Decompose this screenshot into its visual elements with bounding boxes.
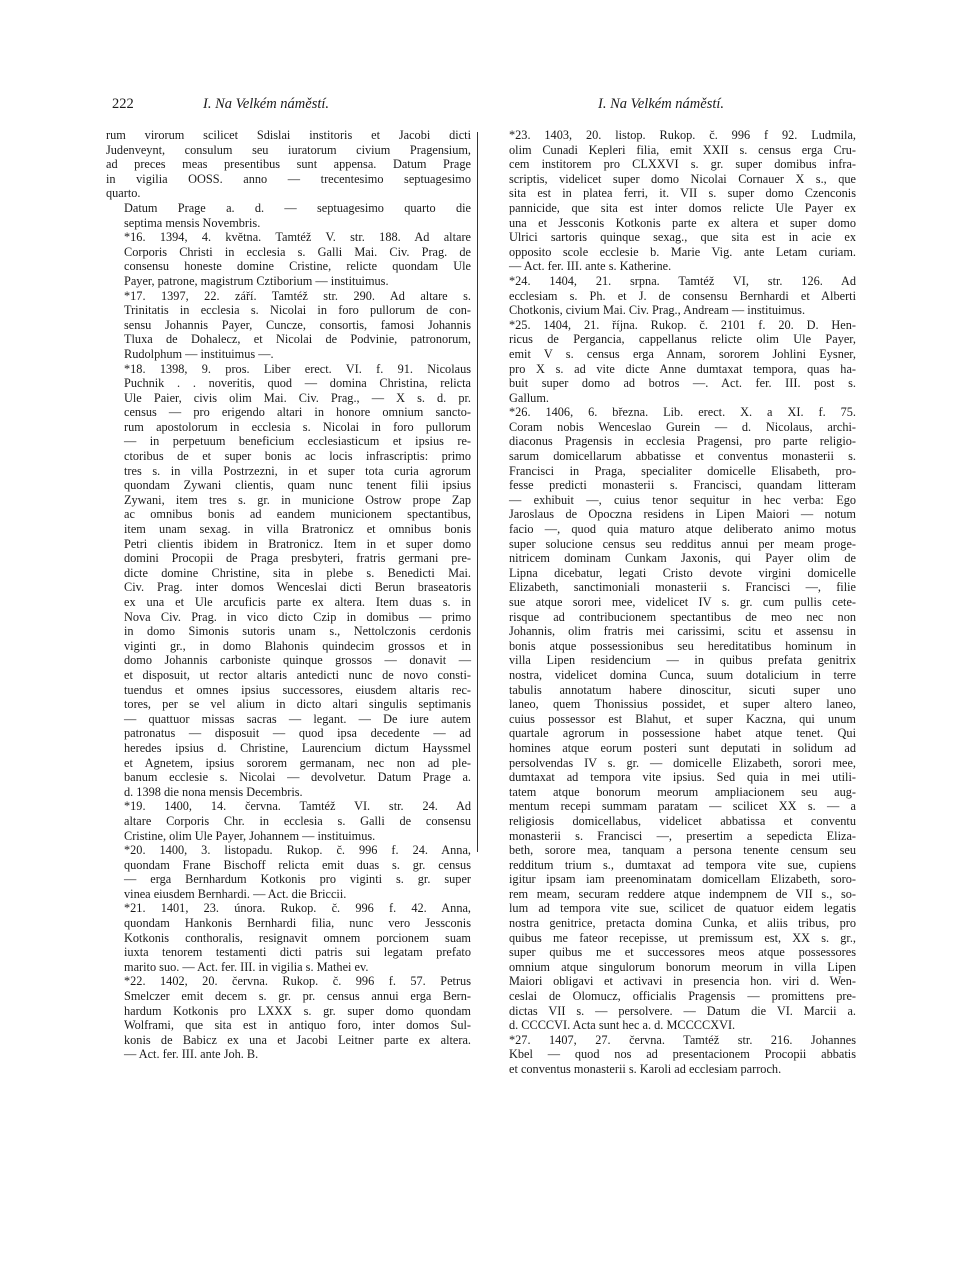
text-line: Johannis, olim fratris mei carissimi, scitu et assensu in [509, 624, 856, 639]
text-line: *26. 1406, 6. března. Lib. erect. X. a XI. f. 75. [509, 405, 856, 420]
text-line: ex una et Ule arcuficis parte ex altera. Item duas s. in [124, 595, 471, 609]
text-line: cem institorem pro CLXXVI s. gr. super domibus infra- [509, 157, 856, 172]
text-line: banum ecclesie s. Nicolai — devolvetur. Datum Prage a. [124, 770, 471, 785]
text-line: sue atque sorori mee, videlicet IV s. gr. cum pullis cete- [509, 595, 856, 609]
text-line: fesse predicti monasterii s. Francisci, quandam litteram [509, 478, 856, 493]
text-line: tabulis annotatum habere dinoscitur, sicuti super uno [509, 682, 856, 697]
text-line: Civ. Prag. inter domos Wenceslai dicti Berun braseatoris [124, 580, 471, 595]
text-line: Payer, patrone, magistrum Cztiborium — instituimus. [124, 273, 389, 288]
text-line: septima mensis Novembris. [124, 215, 261, 230]
text-line: nostra genitrice, pretacta domina Cunka, et aliis tribus, pro [509, 916, 856, 931]
text-line: laneo, quem Thonissius possidet, et super altero laneo, [509, 697, 856, 712]
text-line: patronatus — disposuit — quod ipsa decedente — ad [124, 726, 471, 741]
text-line: homines atque eorum posteri sunt deputati in solidum ad [509, 740, 856, 755]
text-line: Tluxa de Dohalecz, et Nicolai de Podvinie, patronorum, [124, 332, 471, 347]
text-line: super quibus me et successores meos atque possessores [509, 945, 856, 960]
text-line: census — pro erigendo altari in honore omnium sancto- [124, 405, 471, 420]
text-line: opposito scole ecclesie b. Marie Vig. ante Letam curiam. [509, 244, 856, 259]
text-line: tuendus et omnes ipsius successores, eiusdem altaris rec- [124, 682, 471, 697]
text-line: Nova Civ. Prag. in vico dicto Czip in domibus — primo [124, 609, 471, 624]
text-line: *20. 1400, 3. listopadu. Rukop. č. 996 f. 24. Anna, [124, 843, 471, 858]
text-line: *18. 1398, 9. pros. Liber erect. VI. f. 91. Nicolaus [124, 361, 471, 376]
text-line: dumtaxat ad tempora vite ipsius. Sed quia in mei utili- [509, 770, 856, 785]
text-line: Trinitatis in ecclesia s. Nicolai in foro pullorum de con- [124, 303, 471, 318]
text-line: viginti gr., in domo Blahonis quindecim grossos et in [124, 638, 471, 653]
text-line: super solucione census seu redditus annui per meam proge- [509, 536, 856, 551]
text-line: altare Corporis Chr. in ecclesia s. Galli de consensu [124, 813, 471, 828]
paragraph [491, 318, 856, 406]
text-line: iuxta tenorem testamenti dicti patris sui legatam prefato [124, 945, 471, 960]
text-line: tores, per se vel alium in dicto altari singulis septimanis [124, 697, 471, 712]
column-divider [477, 132, 478, 852]
text-line: rum apostolorum in ecclesia s. Nicolai in foro pullorum [124, 419, 471, 434]
text-line: — quattuor missas sacras — legant. — De iure autem [124, 711, 471, 726]
text-line: sensu Johannis Payer, Cuncze, consortis, famosi Johannis [124, 317, 471, 332]
paragraph [106, 974, 471, 1062]
paragraph [106, 128, 471, 201]
text-line: Maiori obligavi et activavi in presencia hon. viri d. Wen- [509, 974, 856, 989]
text-line: tatem atque bonorum meorum ampliacionem seu aug- [509, 784, 856, 799]
text-line: item unam sexag. in villa Bratronicz et omnibus bonis [124, 522, 471, 537]
text-line: Wolframi, que sita est in antiquo foro, inter domos Sul- [124, 1018, 471, 1033]
text-line: rum virorum scilicet Sdislai institoris et Jacobi dicti [106, 128, 471, 142]
text-line: quondam Hankonis Bernhardi filia, nunc vero Jessconis [124, 916, 471, 931]
text-line: Gallum. [509, 390, 549, 405]
text-line: *25. 1404, 21. října. Rukop. č. 2101 f. 20. D. Hen- [509, 317, 856, 332]
paragraph [491, 405, 856, 1033]
text-line: monasterii s. Francisci —, presertim a sepedicta Eliza- [509, 828, 856, 843]
text-line: dictas VII s. — persolvere. — Datum die VI. Marcii a. [509, 1003, 856, 1018]
text-line: et disposuit, ut rector altaris antedicti nunc de novo consti- [124, 667, 471, 682]
text-line: persolvendas IV s. gr. — domicelle Elizabeth, sorori mee, [509, 755, 856, 770]
text-line: quarto. [106, 186, 141, 201]
text-line: rem meam, securam reddere atque indempnem de VII s., so- [509, 886, 856, 901]
text-line: — erga Bernhardum Kotkonis pro viginti s. gr. super [124, 872, 471, 887]
text-line: *16. 1394, 4. května. Tamtéž V. str. 188. Ad altare [124, 230, 471, 245]
text-line: — Act. fer. III. ante Joh. B. [124, 1047, 259, 1062]
text-line: Chotkonis, civium Mai. Civ. Prag., Andream — instituimus. [509, 303, 806, 318]
text-line: in vigilia OOSS. anno — trecentesimo septuagesimo [106, 171, 471, 186]
text-line: Ule Paier, civis olim Mai. Civ. Prag., — X s. d. pr. [124, 390, 471, 405]
text-line: nitricem dominam Cunkam Jaxonis, qui Payer olim de [509, 551, 856, 566]
text-line: domini Procopii de Praga presbyteri, fratris germani pre- [124, 551, 471, 566]
text-line: Kotkonis conthoralis, resignavit omnem porcionem suam [124, 930, 471, 945]
text-line: Coram nobis Wenceslao Gurein — d. Nicolaus, archi- [509, 419, 856, 434]
text-line: domo Johannis carboniste quinque grossos — donavit — [124, 653, 471, 668]
text-line: *21. 1401, 23. února. Rukop. č. 996 f. 42. Anna, [124, 901, 471, 916]
text-line: mentum recepi summam paratam — scilicet XX s. — a [509, 799, 856, 814]
running-head-right: I. Na Velkém náměstí. [598, 96, 725, 112]
text-line: heredes ipsius d. Christine, Laurencium dictum Hayssmel [124, 740, 471, 755]
paragraph [106, 289, 471, 362]
text-line: diaconus Pragensis in ecclesia Pragensi, pro parte religio- [509, 434, 856, 449]
text-line: Francisci in Praga, specialiter domicelle Elisabeth, pro- [509, 463, 856, 478]
text-line: quondam Frane Bischoff relicta emit duas s. gr. census [124, 857, 471, 872]
text-line: Corporis Christi in ecclesia s. Galli Mai. Civ. Prag. de [124, 244, 471, 259]
text-line: Puchnik . . noveritis, quod — domina Christina, relicta [124, 376, 471, 391]
text-line: emit V s. census erga Annam, sororem Johlini Eysner, [509, 346, 856, 361]
text-line: d. CCCCVI. Acta sunt hec a. d. MCCCCXVI. [509, 1018, 736, 1033]
paragraph [106, 901, 471, 974]
left-text-column [106, 128, 471, 1062]
text-line: ecclesiam s. Ph. et J. de consensu Bernhardi et Alberti [509, 288, 856, 303]
text-line: Ulrici sartoris quinque sexag., que sita est in acie ex [509, 230, 856, 245]
paragraph [491, 274, 856, 318]
text-line: ceslai de Olomucz, officialis Pragensis — promittens pre- [509, 989, 856, 1004]
text-line: *17. 1397, 22. září. Tamtéž str. 290. Ad altare s. [124, 288, 471, 303]
text-line: risque ad contribucionem spectantibus de meo nec non [509, 609, 856, 624]
text-line: Smelczer emit decem s. gr. pr. census annui erga Bern- [124, 989, 471, 1004]
text-line: Jaroslaus de Opoczna residens in Lipen Maiori — notum [509, 507, 856, 522]
text-line: una et Jessconis Kotkonis parte ex altera et super domo [509, 215, 856, 230]
text-line: pannicide, que sita est inter domos relicte Ule Payer ex [509, 200, 856, 215]
text-line: quondam Zywani clientis, quam nunc tenent filii ipsius [124, 478, 471, 493]
text-line: beth, sorore mea, tanquam a persona tenente censum seu [509, 843, 856, 858]
text-line: dicte domine Christine, sita in plebe s. Benedicti Mai. [124, 565, 471, 580]
paragraph [106, 799, 471, 843]
text-line: igitur ipsam iam preenominatam domicellam Elizabeth, soro- [509, 872, 856, 887]
text-line: Lipna dicebatur, legati Cristo devote virgini domicelle [509, 565, 856, 580]
text-line: Rudolphum — instituimus —. [124, 346, 274, 361]
text-line: lum ad tempora vite sue, scilicet de quatuor eidem legatis [509, 901, 856, 916]
text-line: facio —, quod quia maturo atque deliberato animo motus [509, 522, 856, 537]
text-line: Elizabeth, sanctimoniali monasterii s. Francisci —, filie [509, 580, 856, 595]
text-line: marito suo. — Act. fer. III. in vigilia s. Mathei ev. [124, 959, 369, 974]
running-head-left: I. Na Velkém náměstí. [203, 96, 330, 112]
text-line: vinea eiusdem Bernhardi. — Act. die Briccii. [124, 886, 347, 901]
text-line: olim Cunadi Kepleri filia, emit XXII s. census erga Cru- [509, 142, 856, 157]
text-line: *23. 1403, 20. listop. Rukop. č. 996 f 92. Ludmila, [509, 128, 856, 142]
text-line: cuius possessor est Blahut, et super Kaczna, qui unum [509, 711, 856, 726]
text-line: konis de Babicz ex una et Jacobi Leitner parte ex altera. [124, 1032, 471, 1047]
text-line: redditum trium s., dumtaxat ad tempora vite sue, cupiens [509, 857, 856, 872]
paragraph [106, 230, 471, 288]
text-line: *19. 1400, 14. června. Tamtéž VI. str. 24. Ad [124, 799, 471, 814]
text-line: Petri clientis ibidem in Bratronicz. Item in et super domo [124, 536, 471, 551]
text-line: pro X s. ad vite dicte Anne dumtaxat tempora, quas ha- [509, 361, 856, 376]
text-line: ricus de Pergancia, cappellanus relicte olim Ule Payer, [509, 332, 856, 347]
text-line: — Act. fer. III. ante s. Katherine. [509, 259, 672, 274]
text-line: *22. 1402, 20. června. Rukop. č. 996 f. 57. Petrus [124, 974, 471, 989]
text-line: et Agnetem, ipsius sororem germanam, nec non ad ple- [124, 755, 471, 770]
paragraph [491, 1033, 856, 1077]
text-line: — exhibuit —, cuius tenor sequitur in hec verba: Ego [509, 492, 856, 507]
right-text-column [491, 128, 856, 1077]
text-line: *24. 1404, 21. srpna. Tamtéž VI, str. 126. Ad [509, 273, 856, 288]
text-line: sarum domicellarum abbatisse et conventus monasterii s. [509, 449, 856, 464]
text-line: sita est in platea ferri, it. VII s. super domo Czenconis [509, 186, 856, 201]
text-line: et conventus monasterii s. Karoli ad ecclesiam parroch. [509, 1062, 782, 1076]
page-number: 222 [112, 96, 134, 112]
paragraph [106, 843, 471, 901]
text-line: Zywani, item tres s. gr. in municione Ostrow prope Zap [124, 492, 471, 507]
text-line: consensu honeste domine Cristine, relicte quondam Ule [124, 259, 471, 274]
text-line: nostra, videlicet domina Cunca, suum dotalicium in terre [509, 667, 856, 682]
text-line: ad preces meas presentibus sunt appensa. Datum Prage [106, 157, 471, 172]
text-line: scriptis, videlicet super domo Nicolai Cornauer X s., que [509, 171, 856, 186]
text-line: buit super domo ad botros —. Act. fer. III. post s. [509, 376, 856, 391]
text-line: villa Lipen residencium — in quibus prefata genitrix [509, 653, 856, 668]
text-line: Kbel — quod nos ad presentacionem Procopii abbatis [509, 1047, 856, 1062]
text-line: — in perpetuum beneficium ecclesiasticum et ipsius re- [124, 434, 471, 449]
paragraph [491, 128, 856, 274]
text-line: Datum Prage a. d. — septuagesimo quarto die [124, 200, 471, 215]
paragraph [106, 362, 471, 800]
text-line: hardum Kotkonis pro LXXX s. gr. super domo quondam [124, 1003, 471, 1018]
text-line: Judenveynt, consulum seu iuratorum civium Pragensium, [106, 142, 471, 157]
paragraph [106, 201, 471, 230]
text-line: tres s. in villa Postrzezni, in et super tota curia agrorum [124, 463, 471, 478]
text-line: Cristine, olim Ule Payer, Johannem — instituimus. [124, 828, 376, 843]
text-line: d. 1398 die nona mensis Decembris. [124, 784, 303, 799]
text-line: *27. 1407, 27. června. Tamtéž str. 216. Johannes [509, 1032, 856, 1047]
text-line: quartale agrorum in possessione habet atque tenet. Qui [509, 726, 856, 741]
text-line: quibus me fateor recepisse, ut premissum est, XX s. gr., [509, 930, 856, 945]
text-line: ctoribus de et super bonis ac locis infrascriptis: primo [124, 449, 471, 464]
text-line: bonis atque possessionibus seu hereditatibus hominum in [509, 638, 856, 653]
text-line: religiosis domicellabus, videlicet abbatissa et conventu [509, 813, 856, 828]
text-line: ac omnibus bonis ad eandem municionem spectantibus, [124, 507, 471, 522]
text-line: in domo Simonis sutoris unam s., Nettolczonis cerdonis [124, 624, 471, 639]
text-line: omnium atque singulorum bonorum meorum in villa Lipen [509, 959, 856, 974]
